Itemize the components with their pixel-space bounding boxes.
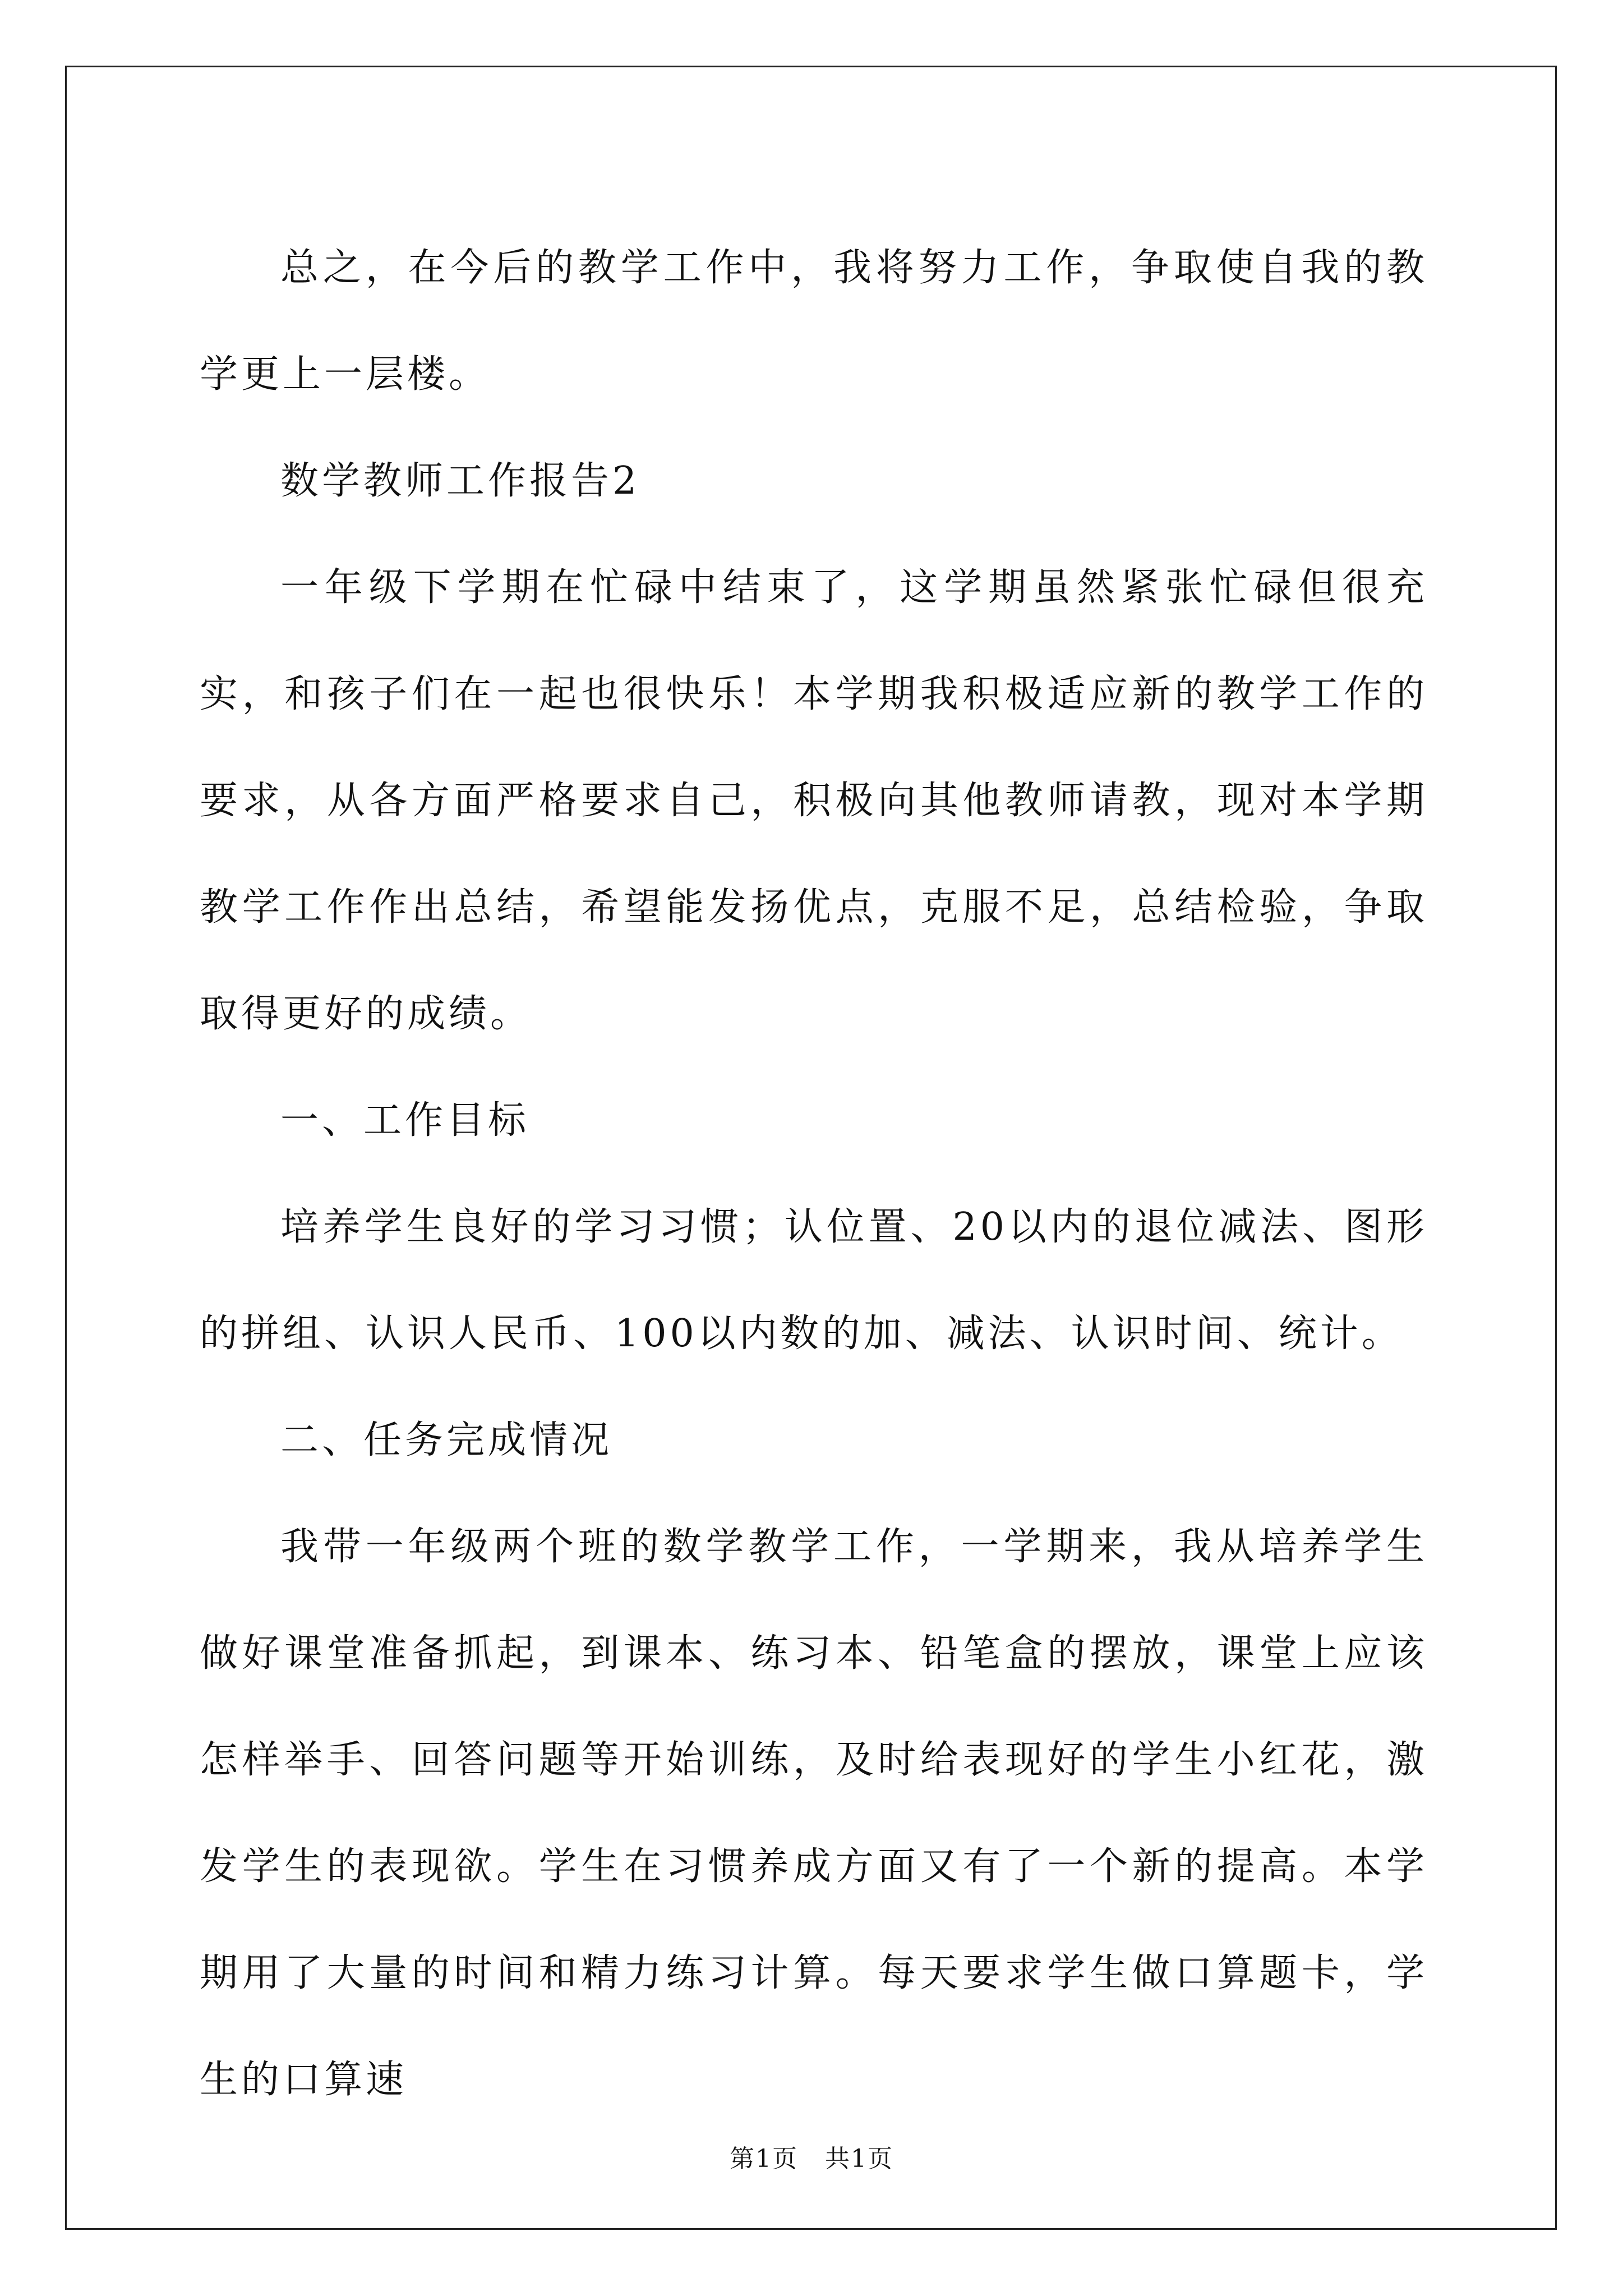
- paragraph-conclusion: 总之，在今后的教学工作中，我将努力工作，争取使自我的教学更上一层楼。: [200, 246, 1428, 397]
- page-total: 共1页: [824, 2145, 893, 2173]
- page-footer: [0, 2138, 1623, 2174]
- paragraph-tasks: 我带一年级两个班的数学教学工作，一学期来，我从培养学生做好课堂准备抓起，到课本、练习本、铅笔盒的摆放，课堂上应该怎样举手、回答问题等开始训练，及时给表现好的学生小红花，激发学生的表现欲。学生在习惯养成方面又有了一个新的提高。本学期用了大量的时间和精力练习计算。每天要求学生做口算题卡，学生的口算速: [200, 1525, 1428, 2102]
- heading-task-completion: 二、任务完成情况: [280, 1418, 613, 1462]
- document-body: [200, 215, 1428, 2133]
- heading-work-goals: 一、工作目标: [280, 1098, 530, 1143]
- section-title: 数学教师工作报告2: [280, 459, 640, 503]
- page-number: 第1页: [730, 2145, 799, 2173]
- paragraph-goals: 培养学生良好的学习习惯；认位置、20以内的退位减法、图形的拼组、认识人民币、100以内数的加、减法、认识时间、统计。: [200, 1205, 1428, 1356]
- paragraph-intro: 一年级下学期在忙碌中结束了，这学期虽然紧张忙碌但很充实，和孩子们在一起也很快乐！本学期我积极适应新的教学工作的要求，从各方面严格要求自己，积极向其他教师请教，现对本学期教学工作作出总结，希望能发扬优点，克服不足，总结检验，争取取得更好的成绩。: [200, 565, 1428, 1036]
